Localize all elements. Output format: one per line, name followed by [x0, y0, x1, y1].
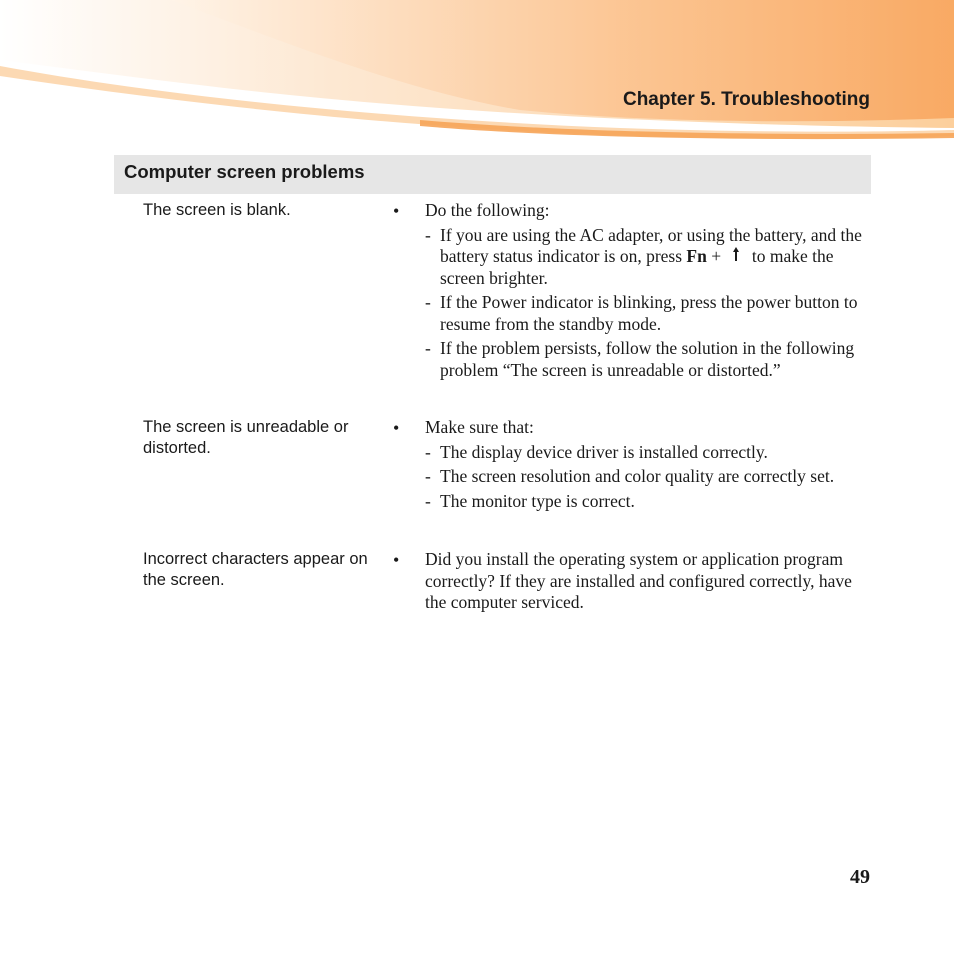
- item-text: The screen resolution and color quality are correctly set.: [440, 466, 835, 486]
- dash-marker: -: [425, 338, 431, 358]
- item-text: If you are using the AC adapter, or using the battery, and the battery status indicator is on, press: [440, 224, 862, 266]
- bullet-icon: •: [393, 550, 400, 570]
- key-fn: Fn: [686, 246, 707, 266]
- dash-marker: -: [425, 441, 431, 462]
- list-item: [425, 442, 865, 464]
- section-title: Computer screen problems: [124, 161, 365, 182]
- item-text: The display device driver is installed correctly.: [440, 441, 768, 462]
- list-item: [425, 292, 865, 335]
- page-number: 49: [850, 866, 870, 888]
- bullet-icon: •: [393, 418, 400, 438]
- solution-text: [425, 549, 865, 614]
- bullet-icon: •: [393, 201, 400, 221]
- dash-marker: -: [425, 292, 431, 312]
- item-text: If the problem persists, follow the solution in the following problem “The screen is unreadable or distorted.”: [440, 338, 855, 380]
- solution-lead: Make sure that:: [425, 417, 534, 437]
- item-text: The monitor type is correct.: [440, 490, 635, 511]
- dash-marker: -: [425, 490, 431, 511]
- solution-text: [425, 200, 865, 381]
- chapter-title: Chapter 5. Troubleshooting: [622, 89, 870, 110]
- problem-text: The screen is unreadable or distorted.: [143, 418, 349, 457]
- header-banner: [0, 0, 954, 140]
- problem-text: Incorrect characters appear on the screen.: [143, 550, 368, 589]
- item-text: If the Power indicator is blinking, press the power button to resume from the standby mode.: [440, 292, 858, 334]
- plus-sign: +: [711, 246, 722, 266]
- item-text: to make the screen brighter.: [440, 246, 834, 288]
- dash-marker: -: [425, 466, 431, 486]
- up-arrow-icon: [731, 246, 741, 268]
- solution-lead: Do the following:: [425, 200, 550, 220]
- dash-marker: -: [425, 224, 431, 245]
- problem-text: The screen is blank.: [143, 201, 291, 219]
- list-item: [425, 338, 865, 381]
- solution-text: [425, 417, 865, 512]
- section-header: [114, 155, 871, 194]
- list-item: [425, 225, 865, 290]
- solution-lead: Did you install the operating system or application program correctly? If they are installed and configured correctly, have the computer serviced.: [425, 549, 852, 612]
- list-item: [425, 491, 865, 513]
- list-item: [425, 466, 865, 488]
